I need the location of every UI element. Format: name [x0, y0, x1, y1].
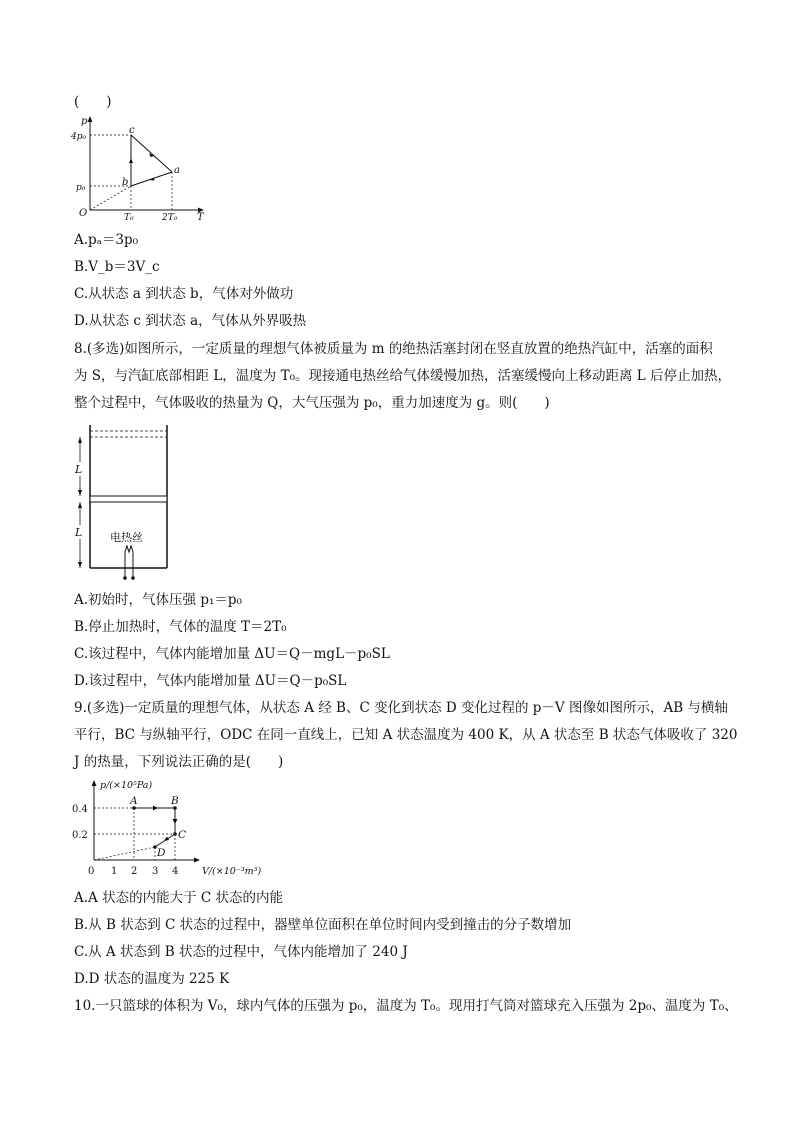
q8-cylinder-figure — [70, 422, 180, 584]
q7-line-ca — [131, 135, 172, 172]
q9-option-b: B.从 B 状态到 C 状态的过程中，器壁单位面积在单位时间内受到撞击的分子数增加 — [74, 917, 572, 933]
q7-option-d: D.从状态 c 到状态 a，气体从外界吸热 — [74, 313, 307, 329]
q9-stem-line-1: 9.(多选)一定质量的理想气体，从状态 A 经 B、C 变化到状态 D 变化过程的 p－V 图像如图所示，AB 与横轴 — [74, 700, 728, 716]
q8-option-b: B.停止加热时，气体的温度 T＝2T₀ — [74, 619, 287, 635]
q8-label-l-bottom: L — [75, 526, 83, 539]
q8-option-d: D.该过程中，气体内能增加量 ΔU＝Q－p₀SL — [74, 673, 347, 689]
q7-point-a: a — [174, 165, 180, 176]
q7-tick-4p0: 4p₀ — [71, 132, 87, 142]
q10-stem-line-1: 10.一只篮球的体积为 V₀，球内气体的压强为 p₀，温度为 T₀。现用打气筒对篮球充入压强为 2p₀、温度为 T₀、 — [74, 998, 738, 1014]
q8-stem-line-2: 为 S，与汽缸底部相距 L，温度为 T₀。现接通电热丝给气体缓慢加热，活塞缓慢向上移动距离 L 后停止加热， — [74, 368, 732, 384]
q8-piston — [90, 496, 167, 502]
q7-tick-2t0: 2T₀ — [162, 213, 178, 222]
q9-point-a: A — [130, 795, 138, 807]
q7-answer-blank: ( ) — [74, 94, 112, 110]
q9-x-tick-3: 3 — [152, 866, 159, 877]
q7-x-axis-label: T — [197, 212, 204, 222]
q7-tick-p0: p₀ — [76, 183, 86, 193]
q7-option-a: A.pₐ＝3p₀ — [74, 232, 139, 248]
q9-option-a: A.A 状态的内能大于 C 状态的内能 — [74, 890, 283, 906]
q9-pv-graph — [70, 778, 300, 882]
q9-option-d: D.D 状态的温度为 225 K — [74, 971, 230, 987]
q9-y-tick-02: 0.2 — [72, 830, 88, 841]
q7-point-c: c — [129, 125, 135, 136]
q8-heater-coil — [125, 546, 133, 568]
q8-label-l-top: L — [75, 463, 83, 476]
q9-y-axis-label: p/(×10⁵Pa) — [100, 780, 153, 791]
q7-pt-graph — [70, 112, 220, 222]
q9-option-c: C.从 A 状态到 B 状态的过程中，气体内能增加了 240 J — [74, 944, 408, 960]
q7-point-b: b — [122, 177, 129, 188]
q9-x-axis-label: V/(×10⁻³m³) — [202, 866, 262, 877]
q9-x-tick-0: 0 — [88, 866, 95, 877]
q9-x-tick-4: 4 — [172, 866, 179, 877]
q9-point-d: D — [157, 847, 166, 859]
q8-stem-line-1: 8.(多选)如图所示，一定质量的理想气体被质量为 m 的绝热活塞封闭在竖直放置的绝热汽缸中，活塞的面积 — [74, 341, 713, 357]
q7-option-c: C.从状态 a 到状态 b，气体对外做功 — [74, 286, 294, 302]
q7-tick-t0: T₀ — [124, 213, 134, 222]
q9-x-tick-2: 2 — [131, 866, 138, 877]
q8-heater-label: 电热丝 — [110, 531, 143, 544]
q9-stem-line-2: 平行，BC 与纵轴平行，ODC 在同一直线上，已知 A 状态温度为 400 K，从 A 状态至 B 状态气体吸收了 320 — [74, 727, 738, 743]
q9-x-tick-1: 1 — [111, 866, 118, 877]
q7-option-b: B.V_b＝3V_c — [74, 259, 160, 275]
q8-option-c: C.该过程中，气体内能增加量 ΔU＝Q－mgL－p₀SL — [74, 646, 390, 662]
q9-point-b: B — [171, 795, 179, 807]
q9-y-tick-04: 0.4 — [72, 804, 88, 815]
q8-stem-line-3: 整个过程中，气体吸收的热量为 Q，大气压强为 p₀，重力加速度为 g。则( ) — [74, 395, 550, 411]
q8-option-a: A.初始时，气体压强 p₁＝p₀ — [74, 592, 242, 608]
q9-stem-line-3: J 的热量，下列说法正确的是( ) — [74, 754, 284, 770]
q7-origin-label: O — [79, 208, 88, 219]
q7-y-axis-label: p — [81, 116, 88, 127]
q9-point-c: C — [178, 829, 187, 841]
